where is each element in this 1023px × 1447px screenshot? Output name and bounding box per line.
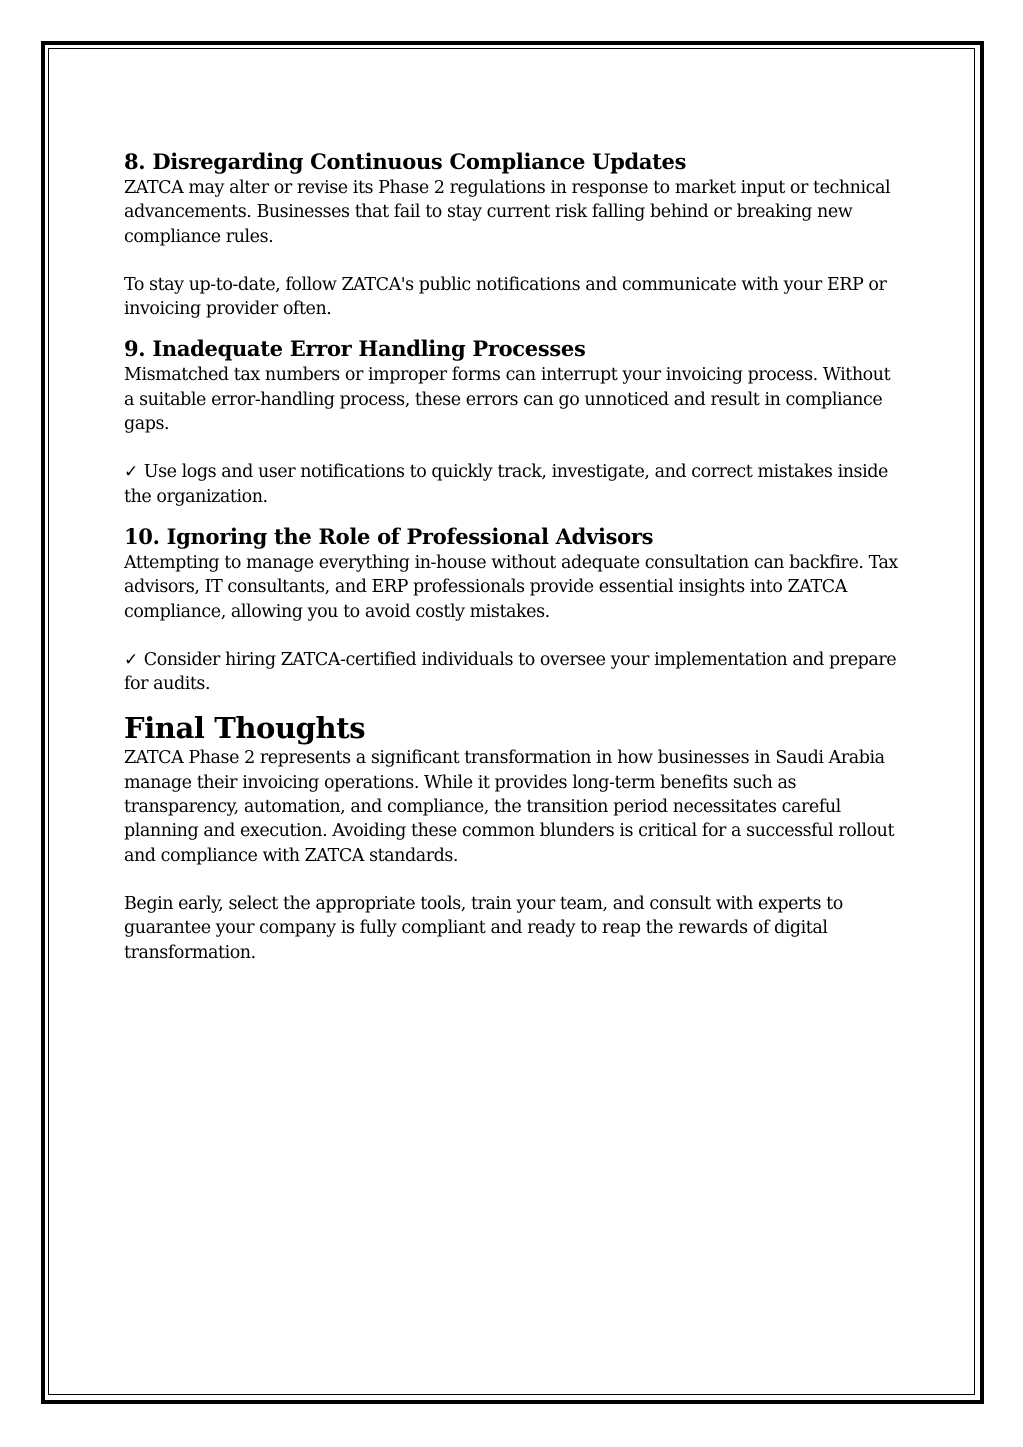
check-mark-icon: ✓ xyxy=(124,649,138,670)
section-error-handling xyxy=(124,335,904,508)
final-heading: Final Thoughts xyxy=(124,711,366,746)
tip-paragraph xyxy=(124,648,904,697)
tip-text: Consider hiring ZATCA-certified individuals to oversee your implementation and prepare for audits. xyxy=(124,649,897,695)
section-professional-advisors xyxy=(124,523,904,696)
section-paragraph: To stay up-to-date, follow ZATCA's public notifications and communicate with your ERP or invoicing provider often. xyxy=(124,274,887,320)
section-paragraph: ZATCA may alter or revise its Phase 2 regulations in response to market input or technical advancements. Businesses that fail to stay current risk falling behind or breaking new compliance rules. xyxy=(124,178,891,247)
section-final-thoughts xyxy=(124,710,904,964)
document-body xyxy=(124,148,904,979)
check-mark-icon: ✓ xyxy=(124,462,138,483)
section-continuous-compliance-updates xyxy=(124,148,904,321)
section-paragraph: Attempting to manage everything in-house without adequate consultation can backfire. Tax advisors, IT consultants, and ERP professionals provide essential insights into ZATCA compliance, allowing you to avoid costly mistakes. xyxy=(124,552,898,622)
section-paragraph: Mismatched tax numbers or improper forms can interrupt your invoicing process. Without a suitable error-handling process, these errors can go unnoticed and result in compliance gaps. xyxy=(124,365,891,435)
final-paragraph: ZATCA Phase 2 represents a significant transformation in how businesses in Saudi Arabia manage their invoicing operations. While it provides long-term benefits such as transparency, automation, and compliance, the transition period necessitates careful planning and execution. Avoiding these common blunders is critical for a successful rollout and compliance with ZATCA standards. xyxy=(124,748,895,866)
section-heading: 9. Inadequate Error Handling Processes xyxy=(124,336,586,362)
final-paragraph: Begin early, select the appropriate tools, train your team, and consult with experts to guarantee your company is fully compliant and ready to reap the rewards of digital transformation. xyxy=(124,893,843,963)
section-heading: 8. Disregarding Continuous Compliance Updates xyxy=(124,149,687,174)
tip-text: Use logs and user notifications to quickly track, investigate, and correct mistakes inside the organization. xyxy=(124,462,888,507)
section-heading: 10. Ignoring the Role of Professional Advisors xyxy=(124,523,654,549)
tip-paragraph xyxy=(124,460,904,509)
